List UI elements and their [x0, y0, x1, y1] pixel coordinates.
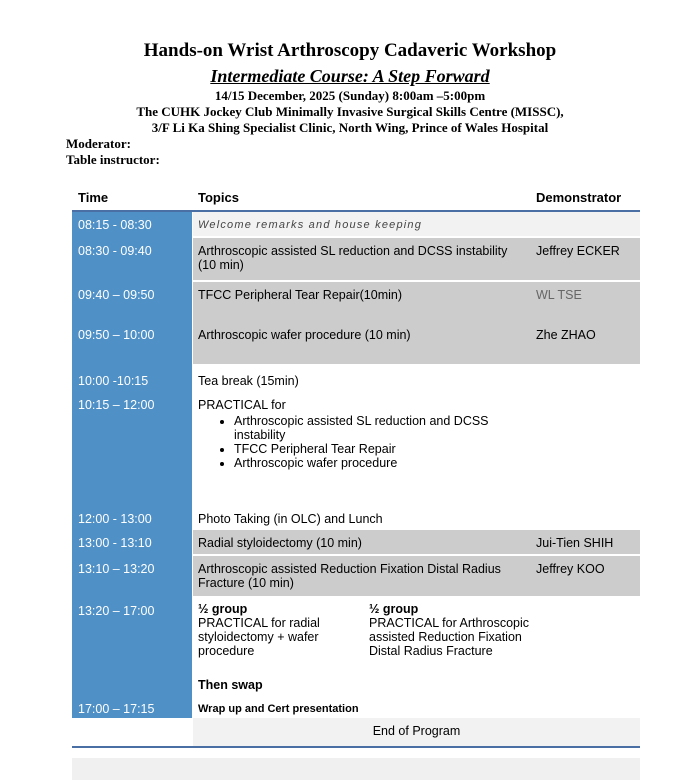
- swap-note: Then swap: [198, 678, 263, 692]
- row-time: 09:50 – 10:00: [78, 328, 155, 342]
- row-topic-cell: [193, 696, 640, 718]
- schedule-row: [72, 530, 640, 554]
- end-row: [72, 718, 640, 746]
- row-topic: Welcome remarks and house keeping: [198, 219, 423, 231]
- row-topic: TFCC Peripheral Tear Repair(10min): [198, 288, 403, 302]
- schedule-row: [72, 392, 640, 506]
- moderator-label: Moderator:: [66, 136, 131, 151]
- page-subtitle: Intermediate Course: A Step Forward: [210, 66, 490, 86]
- group-right-text: PRACTICAL for Arthroscopic assisted Reduction Fixation Distal Radius Fracture: [369, 616, 530, 658]
- venue-line-2: 3/F Li Ka Shing Specialist Clinic, North Wing, Prince of Wales Hospital: [151, 120, 549, 135]
- row-time: 10:15 – 12:00: [78, 398, 155, 412]
- row-topic: [198, 398, 528, 470]
- row-time: 08:15 - 08:30: [78, 218, 152, 232]
- column-header-demonstrator: Demonstrator: [536, 190, 622, 205]
- venue-line-1: The CUHK Jockey Club Minimally Invasive Surgical Skills Centre (MISSC),: [136, 104, 564, 119]
- table-instructor-label: Table instructor:: [66, 152, 160, 167]
- group-left-heading: ½ group: [198, 602, 248, 616]
- schedule-row: [72, 322, 640, 364]
- schedule-row: [72, 556, 640, 596]
- row-topic: Wrap up and Cert presentation: [198, 703, 359, 715]
- schedule-row: [72, 238, 640, 280]
- row-time: 12:00 - 13:00: [78, 512, 152, 526]
- page-title: Hands-on Wrist Arthroscopy Cadaveric Workshop: [143, 40, 557, 61]
- list-item: • TFCC Peripheral Tear Repair: [234, 442, 528, 456]
- schedule-row: [72, 368, 640, 392]
- group-right: [369, 602, 529, 658]
- row-demonstrator: Jui-Tien SHIH: [536, 536, 614, 550]
- row-time: 10:00 -10:15: [78, 374, 149, 388]
- row-topic: Arthroscopic assisted SL reduction and DCSS instability (10 min): [198, 244, 508, 272]
- table-header-row: [72, 184, 640, 212]
- row-demonstrator: Jeffrey KOO: [536, 562, 605, 576]
- event-date: 14/15 December, 2025 (Sunday) 8:00am –5:00pm: [214, 88, 486, 103]
- schedule-row: [72, 696, 640, 718]
- column-header-time: Time: [78, 190, 109, 205]
- row-topic-cell: [193, 212, 640, 236]
- row-time: 13:00 - 13:10: [78, 536, 152, 550]
- row-topic: Photo Taking (in OLC) and Lunch: [198, 512, 383, 526]
- group-left: [198, 602, 348, 658]
- schedule-row: [72, 598, 640, 694]
- row-topic-cell: [193, 598, 640, 694]
- row-topic: Radial styloidectomy (10 min): [198, 536, 362, 550]
- schedule-row: [72, 282, 640, 322]
- footer-bar: [72, 758, 640, 780]
- row-time: 08:30 - 09:40: [78, 244, 152, 258]
- end-cell: [193, 718, 640, 746]
- practical-list: [198, 414, 528, 470]
- group-left-text: PRACTICAL for radial styloidectomy + wafer procedure: [198, 616, 320, 658]
- row-topic: Tea break (15min): [198, 374, 299, 388]
- practical-heading: PRACTICAL for: [198, 398, 286, 412]
- schedule-row: [72, 506, 640, 530]
- list-item: • Arthroscopic assisted SL reduction and DCSS instability: [234, 414, 528, 442]
- column-header-topics: Topics: [198, 190, 239, 205]
- row-demonstrator: Jeffrey ECKER: [536, 244, 620, 258]
- row-topic: Arthroscopic assisted Reduction Fixation Distal Radius Fracture (10 min): [198, 562, 501, 590]
- row-demonstrator: WL TSE: [536, 288, 582, 302]
- row-topic-cell: [193, 392, 640, 506]
- row-time: 09:40 – 09:50: [78, 288, 155, 302]
- row-time: 17:00 – 17:15: [78, 702, 155, 716]
- row-time: 13:10 – 13:20: [78, 562, 155, 576]
- row-time: 13:20 – 17:00: [78, 604, 155, 618]
- row-topic-cell: [193, 506, 640, 530]
- table-bottom-border: [72, 746, 640, 748]
- row-topic-cell: [193, 368, 640, 392]
- list-item: • Arthroscopic wafer procedure: [234, 456, 528, 470]
- group-right-heading: ½ group: [369, 602, 419, 616]
- schedule-row: [72, 212, 640, 236]
- end-of-program: End of Program: [372, 724, 461, 738]
- row-demonstrator: Zhe ZHAO: [536, 328, 596, 342]
- row-topic: Arthroscopic wafer procedure (10 min): [198, 328, 411, 342]
